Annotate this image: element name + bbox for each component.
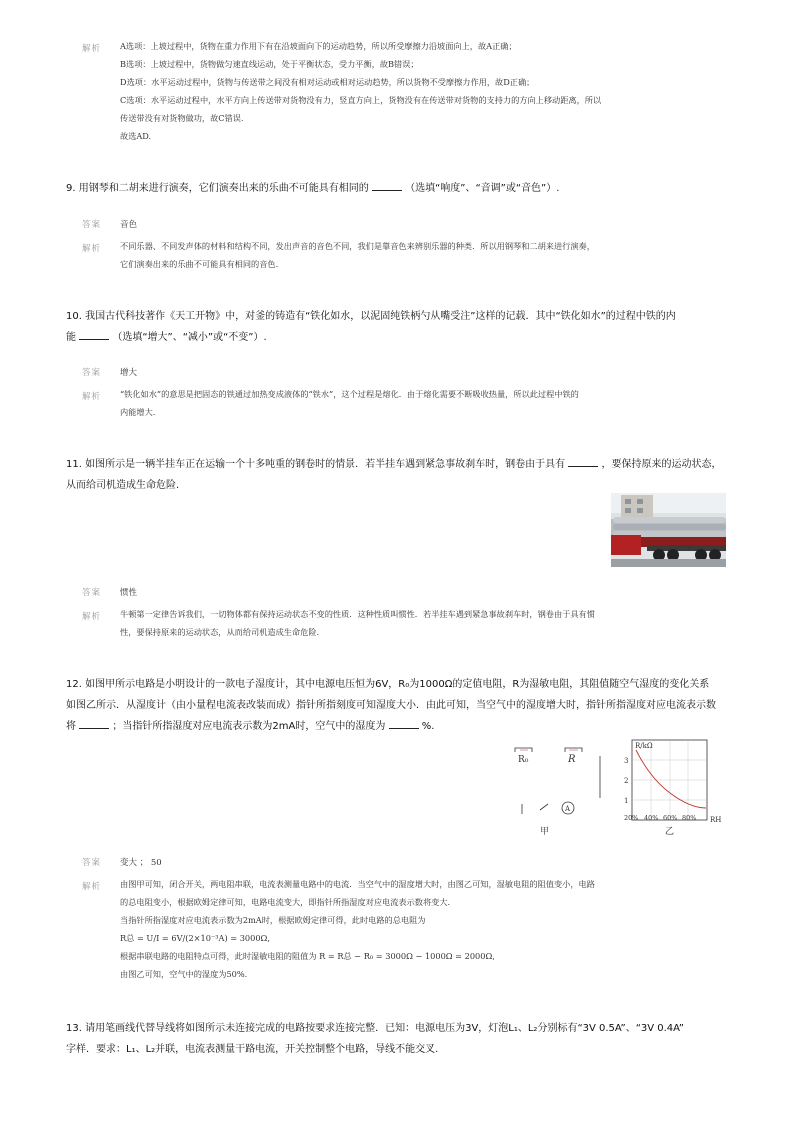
answer-label: 答案 [82, 368, 102, 378]
q10-explanation: “铁化如水”的意思是把固态的铁通过加热变成液体的“铁水”，这个过程是熔化．由于熔化需要不断吸收热量，所以此过程中铁的 内能增大. [120, 389, 579, 417]
q12-answer: 变大 ； 50 [120, 858, 162, 868]
q10-answer: 增大 [120, 368, 138, 378]
r-label: R [568, 754, 576, 765]
q9-answer: 音色 [120, 220, 138, 230]
question-11: 11. 如图所示是一辆半挂车正在运输一个十多吨重的钢卷时的情景．若半挂车遇到紧急事故刹车时，钢卷由于具有 ，要保持原来的运动状态， 从而给司机造成生命危险. [66, 454, 746, 496]
x-tick: 60% [663, 814, 678, 822]
y-tick: 2 [624, 777, 629, 785]
explanation-label: 解析 [82, 244, 102, 254]
r0-label: R₀ [518, 755, 529, 765]
y-tick: 1 [624, 797, 629, 805]
x-tick: 20% [624, 814, 639, 822]
explanation-label: 解析 [82, 882, 102, 892]
answer-blank[interactable] [372, 180, 402, 191]
x-tick: 80% [682, 814, 697, 822]
y-tick: 3 [624, 757, 629, 765]
q12-explanation: 由图甲可知，闭合开关，两电阻串联，电流表测量电路中的电流．当空气中的湿度增大时，由图乙可知，湿敏电阻的阻值变小，电路 的总电阻变小，根据欧姆定律可知，电路电流变大，即指针所指湿度对应电流表示数将变大. 当指针所指湿度对应电流表示数为2mA时，根据欧姆定律可得，此时电路的总电阻为 R总 = U/I = 6V/(2×10⁻³A) = 3000Ω, 根据串联电路的电阻特点可得，此时湿敏电阻的阻值为 R = R总 − R₀ = 3000Ω − 1000Ω = 2000Ω, 由图乙可知，空气中的湿度为50%. [120, 879, 595, 979]
q8-explanation: A选项：上坡过程中，货物在重力作用下有在沿坡面向下的运动趋势，所以所受摩擦力沿坡面向上，故A正确； B选项：上坡过程中，货物做匀速直线运动，处于平衡状态，受力平衡，故B错误； D选项：水平运动过程中，货物与传送带之间没有相对运动或相对运动趋势，所以货物不受摩擦力作用，故D正确； C选项：水平运动过程中，水平方向上传送带对货物没有力，竖直方向上，货物没有在传送带对货物的支持力的方向上移动距离，所以 传送带没有对货物做功，故C错误. 故选AD. [120, 41, 602, 141]
graph-y-axis-label: R/kΩ [635, 742, 653, 750]
explanation-label: 解析 [82, 612, 102, 622]
question-12: 12. 如图甲所示电路是小明设计的一款电子湿度计，其中电源电压恒为6V，R₀为1000Ω的定值电阻，R为湿敏电阻，其阻值随空气湿度的变化关系 如图乙所示．从湿度计（由小量程电流表改装而成）指针所指刻度可知湿度大小．由此可知，当空气中的湿度增大时，指针所指湿度对应电流表示数 将 ；当指针所指湿度对应电流表示数为2mA时，空气中的湿度为 %. [66, 679, 716, 732]
figure-jia-label: 甲 [540, 827, 550, 837]
answer-blank[interactable] [79, 718, 109, 729]
question-9: 9. 用钢琴和二胡来进行演奏，它们演奏出来的乐曲不可能具有相同的 （选填“响度”、“音调”或“音色”）. [66, 178, 746, 199]
humidity-resistance-graph [632, 740, 707, 820]
question-10: 10. 我国古代科技著作《天工开物》中，对釜的铸造有“铁化如水，以泥固纯铁柄勺从嘴受注”这样的记载．其中“铁化如水”的过程中铁的内 能 （选填“增大”、“减小”或“不变”）. [66, 311, 676, 343]
figure-yi-label: 乙 [665, 827, 675, 837]
q11-explanation: 牛顿第一定律告诉我们，一切物体都有保持运动状态不变的性质．这种性质叫惯性．若半挂车遇到紧急事故刹车时，钢卷由于具有惯 性，要保持原来的运动状态，从而给司机造成生命危险. [120, 609, 595, 637]
answer-label: 答案 [82, 858, 102, 868]
answer-blank[interactable] [568, 456, 598, 467]
graph-x-axis-label: RH [710, 816, 722, 824]
ammeter-label: A [565, 805, 571, 813]
semi-trailer-photo [611, 493, 726, 567]
answer-blank[interactable] [389, 718, 419, 729]
question-13: 13. 请用笔画线代替导线将如图所示未连接完成的电路按要求连接完整．已知：电源电压为3V，灯泡L₁、L₂分别标有“3V 0.5A”、“3V 0.4A” 字样．要求：L₁、L₂并联，电流表测量干路电流，开关控制整个电路，导线不能交叉. [66, 1023, 684, 1055]
circuit-and-graph-figure [510, 738, 735, 838]
q11-answer: 惯性 [120, 588, 138, 598]
answer-label: 答案 [82, 220, 102, 230]
explanation-label: 解析 [82, 44, 102, 54]
q9-explanation: 不同乐器、不同发声体的材料和结构不同，发出声音的音色不同，我们是靠音色来辨别乐器的种类．所以用钢琴和二胡来进行演奏， 它们演奏出来的乐曲不可能具有相同的音色. [120, 241, 595, 269]
explanation-label: 解析 [82, 392, 102, 402]
x-tick: 40% [644, 814, 659, 822]
answer-label: 答案 [82, 588, 102, 598]
answer-blank[interactable] [79, 329, 109, 340]
